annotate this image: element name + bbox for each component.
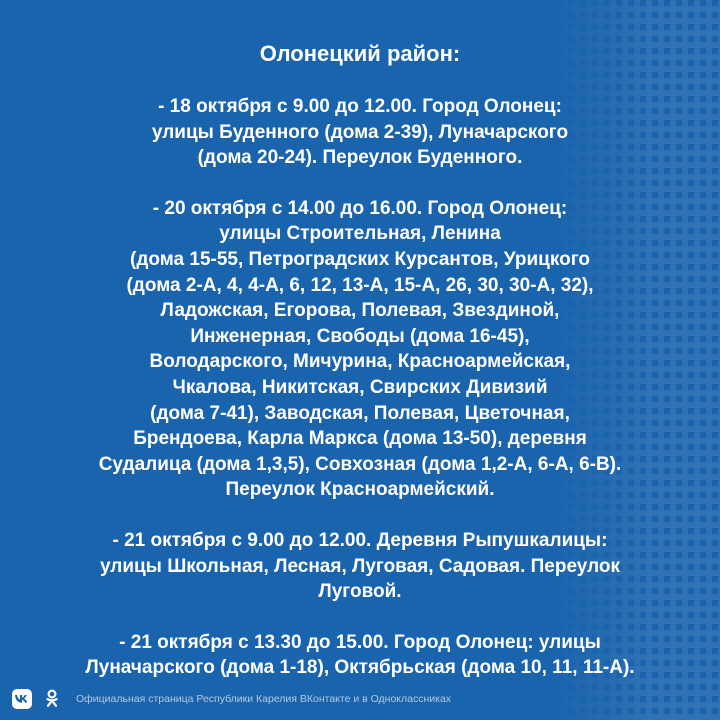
schedule-line: Переулок Красноармейский. — [225, 479, 495, 501]
schedule-line: Ладожская, Егорова, Полевая, Звездиной, — [160, 300, 560, 322]
schedule-line: - 21 октября с 9.00 до 12.00. Деревня Рыпушкалицы: — [112, 529, 608, 551]
schedule-line: Луговой. — [318, 581, 402, 603]
schedule-line: Инженерная, Свободы (дома 16-45), — [190, 325, 530, 347]
schedule-line: (дома 2-А, 4, 4-А, 6, 12, 13-А, 15-А, 26, 30, 30-А, 32), — [126, 274, 594, 296]
footer-caption: Официальная страница Республики Карелия ВКонтакте и в Одноклассниках — [76, 693, 452, 705]
schedule-line: (дома 15-55, Петроградских Курсантов, Урицкого — [130, 248, 590, 270]
schedule-line: Судалица (дома 1,3,5), Совхозная (дома 1,2-А, 6-А, 6-В). — [98, 453, 622, 475]
schedule-line: - 18 октября с 9.00 до 12.00. Город Олонец: — [158, 96, 562, 117]
schedule-item-2 — [0, 196, 720, 503]
announcement — [0, 38, 720, 706]
schedule-line: - 21 октября с 13.30 до 15.00. Город Олонец: улицы — [119, 631, 601, 653]
schedule-item-4 — [0, 630, 720, 681]
schedule-line: улицы Строительная, Ленина — [219, 223, 501, 245]
schedule-line: (дома 20-24). Переулок Буденного. — [197, 147, 523, 169]
schedule-line: улицы Школьная, Лесная, Луговая, Садовая. Переулок — [99, 555, 621, 577]
footer — [12, 688, 451, 710]
odnoklassniki-icon[interactable] — [42, 689, 62, 709]
schedule-line: (дома 7-41), Заводская, Полевая, Цветочная, — [150, 402, 570, 424]
schedule-line: улицы Буденного (дома 2-39), Луначарского — [151, 121, 569, 143]
schedule-line: Брендоева, Карла Маркса (дома 13-50), деревня — [133, 428, 587, 450]
schedule-line: - 20 октября с 14.00 до 16.00. Город Олонец: — [152, 197, 568, 219]
schedule-line: Чкалова, Никитская, Свирских Дивизий — [172, 376, 548, 398]
district-title: Олонецкий район: — [259, 41, 461, 66]
schedule-line: Луначарского (дома 1-18), Октябрьская (дома 10, 11, 11-А). — [85, 657, 635, 679]
schedule-item-1 — [0, 94, 720, 171]
schedule-item-3 — [0, 528, 720, 605]
vk-icon[interactable] — [12, 689, 32, 709]
schedule-line: Володарского, Мичурина, Красноармейская, — [149, 351, 571, 373]
